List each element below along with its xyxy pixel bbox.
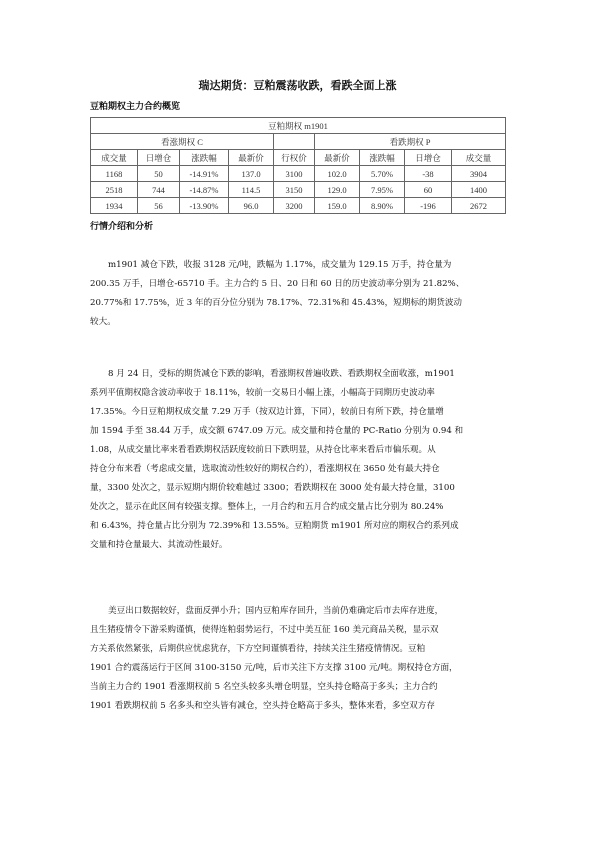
table-row — [91, 198, 506, 214]
text-line: 交量和持仓量最大、其流动性最好。 — [90, 540, 228, 550]
column-header: 成交量 — [91, 150, 138, 166]
column-header: 涨跌幅 — [180, 150, 229, 166]
text-line: 处次之，显示在此区间有较强支撑。整体上，一月合约和五月合约成交量占比分别为 80.24% — [90, 502, 444, 512]
column-header: 日增仓 — [405, 150, 452, 166]
table-cell: 96.0 — [229, 198, 274, 214]
table-cell: 5.70% — [360, 166, 405, 182]
strike-gap-cell — [274, 134, 315, 150]
text-line: 且生猪疫情令下游采购谨慎，使得连粕弱势运行，不过中美互征 160 美元商品关税，显示双 — [90, 625, 439, 635]
table-cell: 8.90% — [360, 198, 405, 214]
text-line: 美豆出口数据较好，盘面反弹小升；国内豆粕库存回升，当前仍难确定后市去库存进度， — [108, 606, 444, 616]
text-line: 持仓分布来看（考虑成交量，选取流动性较好的期权合约），看涨期权在 3650 处有最大持仓 — [90, 464, 440, 474]
table-cell: 744 — [138, 182, 180, 198]
text-line: 较大。 — [90, 317, 116, 327]
text-line: 系列平值期权隐含波动率收于 18.11%，较前一交易日小幅上涨，小幅高于同期历史波动率 — [90, 388, 435, 398]
table-cell: 60 — [405, 182, 452, 198]
text-line: 1901 合约震荡运行于区间 3100-3150 元/吨，后市关注下方支撑 3100 元/吨。期权持仓方面， — [90, 663, 458, 673]
text-line: 17.35%。今日豆粕期权成交量 7.29 万手（按双边计算，下同），较前日有所下跌，持仓量增 — [90, 407, 444, 417]
table-column-header-row — [91, 150, 506, 166]
table-row — [91, 166, 506, 182]
paragraph-market-summary — [90, 256, 506, 332]
text-line: 方关系依然紧张，后期供应忧虑犹存，下方空间谨慎看待，持续关注生猪疫情情况。豆粕 — [90, 644, 426, 654]
column-header: 最新价 — [229, 150, 274, 166]
table-cell: 56 — [138, 198, 180, 214]
paragraph-options-analysis — [90, 365, 506, 555]
table-cell: 3200 — [274, 198, 315, 214]
table-cell: 1934 — [91, 198, 138, 214]
options-table — [90, 117, 506, 214]
text-line: 1901 看跌期权前 5 名多头和空头皆有减仓，空头持仓略高于多头，整体来看，多空双方存 — [90, 701, 435, 711]
text-line: 1.08，从成交量比率来看看跌期权活跃度较前日下跌明显，从持仓比率来看后市偏乐观。从 — [90, 445, 436, 455]
text-line: 量，3300 处次之，显示短期内期价较难越过 3300；看跌期权在 3000 处有最大持仓量，3100 — [90, 483, 455, 493]
table-cell: 114.5 — [229, 182, 274, 198]
table-cell: -14.91% — [180, 166, 229, 182]
table-cell: 137.0 — [229, 166, 274, 182]
paragraph-fundamentals — [90, 602, 506, 716]
table-cell: 3150 — [274, 182, 315, 198]
column-header: 行权价 — [274, 150, 315, 166]
table-cell: 129.0 — [315, 182, 360, 198]
column-header: 涨跌幅 — [360, 150, 405, 166]
table-header: 豆粕期权 m1901 — [91, 118, 506, 134]
text-line: 加 1594 手至 38.44 万手，成交额 6747.09 万元。成交量和持仓量的 PC-Ratio 分别为 0.94 和 — [90, 426, 464, 436]
text-line: 8 月 24 日，受标的期货减仓下跌的影响，看涨期权普遍收跌、看跌期权全面收涨，m1901 — [108, 369, 455, 379]
section-heading-overview: 豆粕期权主力合约概览 — [90, 102, 181, 112]
table-cell: -14.87% — [180, 182, 229, 198]
text-line: m1901 减仓下跌，收报 3128 元/吨，跌幅为 1.17%，成交量为 129.15 万手，持仓量为 — [108, 260, 452, 270]
column-header: 成交量 — [452, 150, 506, 166]
table-cell: 3100 — [274, 166, 315, 182]
text-line: 和 6.43%，持仓量占比分别为 72.39%和 13.55%。豆粕期货 m1901 所对应的期权合约系列成 — [90, 521, 459, 531]
table-cell: 7.95% — [360, 182, 405, 198]
table-cell: 102.0 — [315, 166, 360, 182]
text-line: 200.35 万手，日增仓-65710 手。主力合约 5 日、20 日和 60 日的历史波动率分别为 21.82%、 — [90, 279, 465, 289]
table-group-row — [91, 134, 506, 150]
call-group-label: 看涨期权 C — [91, 134, 274, 150]
table-cell: 50 — [138, 166, 180, 182]
table-cell: 1168 — [91, 166, 138, 182]
table-cell: -196 — [405, 198, 452, 214]
table-cell: 2518 — [91, 182, 138, 198]
text-line: 当前主力合约 1901 看涨期权前 5 名空头较多头增仓明显，空头持仓略高于多头；主力合约 — [90, 682, 438, 692]
table-cell: 3904 — [452, 166, 506, 182]
section-heading-analysis: 行情介绍和分析 — [90, 222, 154, 232]
table-cell: 1400 — [452, 182, 506, 198]
table-row — [91, 182, 506, 198]
table-cell: 159.0 — [315, 198, 360, 214]
table-cell: -13.90% — [180, 198, 229, 214]
column-header: 最新价 — [315, 150, 360, 166]
document-title: 瑞达期货：豆粕震荡收跌，看跌全面上涨 — [198, 79, 397, 92]
table-cell: 2672 — [452, 198, 506, 214]
column-header: 日增仓 — [138, 150, 180, 166]
text-line: 20.77%和 17.75%，近 3 年的百分位分别为 78.17%、72.31%和 45.43%，短期标的期货波动 — [90, 298, 463, 308]
table-title-row — [91, 118, 506, 134]
put-group-label: 看跌期权 P — [315, 134, 506, 150]
table-cell: -38 — [405, 166, 452, 182]
